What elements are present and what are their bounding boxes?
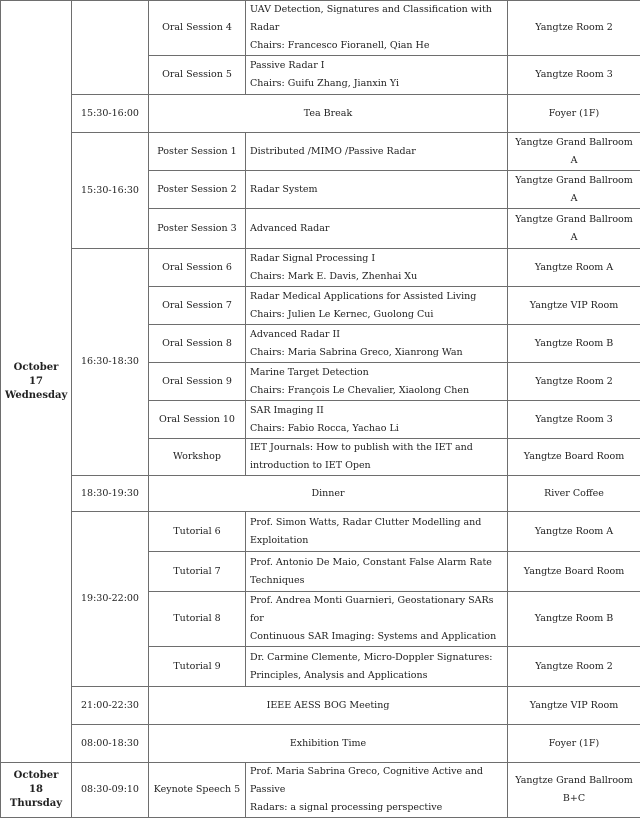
- topic-cell: [246, 647, 508, 687]
- time-cell: 15:30-16:30: [72, 133, 149, 249]
- event-cell: Exhibition Time: [149, 725, 508, 763]
- session-cell: Tutorial 8: [149, 592, 246, 647]
- topic-cell: Advanced Radar: [246, 209, 508, 249]
- room-cell: Yangtze Room 2: [508, 363, 640, 401]
- room-cell: Yangtze VIP Room: [508, 287, 640, 325]
- topic-cell: [246, 763, 508, 818]
- topic-chairs: Techniques: [250, 572, 503, 590]
- topic-cell: Distributed /MIMO /Passive Radar: [246, 133, 508, 171]
- room-cell: Yangtze Room 2: [508, 1, 640, 56]
- room-line: B+C: [512, 790, 636, 808]
- topic-chairs: Chairs: Mark E. Davis, Zhenhai Xu: [250, 268, 503, 286]
- session-cell: Poster Session 3: [149, 209, 246, 249]
- topic-title: Radar Signal Processing I: [250, 250, 503, 268]
- topic-cell: [246, 363, 508, 401]
- room-cell: Yangtze Room 3: [508, 401, 640, 439]
- topic-cell: [246, 1, 508, 56]
- event-cell: Tea Break: [149, 95, 508, 133]
- room-cell: Yangtze VIP Room: [508, 687, 640, 725]
- day-weekday: Thursday: [5, 797, 67, 811]
- topic-title: IET Journals: How to publish with the IET and: [250, 439, 503, 457]
- schedule-row: [1, 763, 640, 818]
- time-cell: 18:30-19:30: [72, 476, 149, 512]
- topic-cell: [246, 287, 508, 325]
- schedule-row: [1, 725, 640, 763]
- day-date: October 17: [5, 361, 67, 389]
- session-cell: Oral Session 4: [149, 1, 246, 56]
- time-cell: 08:00-18:30: [72, 725, 149, 763]
- session-cell: Tutorial 9: [149, 647, 246, 687]
- session-cell: Workshop: [149, 439, 246, 476]
- room-cell: Yangtze Room A: [508, 512, 640, 552]
- time-cell: 16:30-18:30: [72, 249, 149, 476]
- topic-title: Prof. Simon Watts, Radar Clutter Modelling and: [250, 514, 503, 532]
- room-cell: Yangtze Grand Ballroom A: [508, 209, 640, 249]
- session-cell: Oral Session 5: [149, 56, 246, 95]
- topic-chairs: Chairs: Fabio Rocca, Yachao Li: [250, 420, 503, 438]
- topic-chairs: Chairs: Julien Le Kernec, Guolong Cui: [250, 306, 503, 324]
- topic-title: Marine Target Detection: [250, 364, 503, 382]
- topic-cell: Radar System: [246, 171, 508, 209]
- day-date: October 18: [5, 769, 67, 797]
- topic-chairs: Chairs: Maria Sabrina Greco, Xianrong Wan: [250, 344, 503, 362]
- topic-cell: [246, 552, 508, 592]
- room-cell: [508, 763, 640, 818]
- topic-chairs: Exploitation: [250, 532, 503, 550]
- event-cell: Dinner: [149, 476, 508, 512]
- topic-chairs: introduction to IET Open: [250, 457, 503, 475]
- day-cell-thursday: [1, 763, 72, 818]
- topic-title: Dr. Carmine Clemente, Micro-Doppler Signatures:: [250, 649, 503, 667]
- schedule-row: [1, 512, 640, 552]
- schedule-row: [1, 476, 640, 512]
- time-cell: 19:30-22:00: [72, 512, 149, 687]
- session-cell: Oral Session 10: [149, 401, 246, 439]
- time-cell: 08:30-09:10: [72, 763, 149, 818]
- topic-title: Radar Medical Applications for Assisted Living: [250, 288, 503, 306]
- room-cell: Yangtze Room B: [508, 325, 640, 363]
- topic-cell: [246, 592, 508, 647]
- session-cell: Oral Session 6: [149, 249, 246, 287]
- room-cell: Yangtze Room A: [508, 249, 640, 287]
- session-cell: Oral Session 7: [149, 287, 246, 325]
- room-cell: Yangtze Grand Ballroom A: [508, 171, 640, 209]
- topic-title: Prof. Andrea Monti Guarnieri, Geostationary SARs for: [250, 592, 503, 628]
- schedule-row: [1, 133, 640, 171]
- topic-title: Passive Radar I: [250, 57, 503, 75]
- session-cell: Keynote Speech 5: [149, 763, 246, 818]
- room-cell: Foyer (1F): [508, 95, 640, 133]
- topic-chairs: Radars: a signal processing perspective: [250, 799, 503, 817]
- room-cell: Yangtze Grand Ballroom A: [508, 133, 640, 171]
- schedule-row: [1, 1, 640, 56]
- schedule-row: [1, 95, 640, 133]
- session-cell: Poster Session 1: [149, 133, 246, 171]
- room-cell: Yangtze Board Room: [508, 439, 640, 476]
- topic-title: SAR Imaging II: [250, 402, 503, 420]
- room-cell: Yangtze Room 2: [508, 647, 640, 687]
- session-cell: Oral Session 8: [149, 325, 246, 363]
- room-cell: Yangtze Board Room: [508, 552, 640, 592]
- session-cell: Poster Session 2: [149, 171, 246, 209]
- topic-title: Prof. Antonio De Maio, Constant False Alarm Rate: [250, 554, 503, 572]
- event-cell: IEEE AESS BOG Meeting: [149, 687, 508, 725]
- session-cell: Tutorial 7: [149, 552, 246, 592]
- schedule-row: [1, 249, 640, 287]
- topic-cell: [246, 56, 508, 95]
- topic-chairs: Principles, Analysis and Applications: [250, 667, 503, 685]
- time-cell: 21:00-22:30: [72, 687, 149, 725]
- topic-cell: [246, 325, 508, 363]
- room-line: Yangtze Grand Ballroom: [512, 772, 636, 790]
- room-cell: Yangtze Room 3: [508, 56, 640, 95]
- topic-cell: [246, 249, 508, 287]
- topic-title: UAV Detection, Signatures and Classification with Radar: [250, 1, 503, 37]
- topic-chairs: Chairs: Francesco Fioranell, Qian He: [250, 37, 503, 55]
- room-cell: Foyer (1F): [508, 725, 640, 763]
- topic-chairs: Chairs: Guifu Zhang, Jianxin Yi: [250, 75, 503, 93]
- time-cell: 15:30-16:00: [72, 95, 149, 133]
- room-cell: Yangtze Room B: [508, 592, 640, 647]
- day-cell-wednesday: [1, 1, 72, 763]
- room-cell: River Coffee: [508, 476, 640, 512]
- topic-cell: [246, 512, 508, 552]
- schedule-row: [1, 687, 640, 725]
- topic-chairs: Continuous SAR Imaging: Systems and Application: [250, 628, 503, 646]
- topic-title: Advanced Radar II: [250, 326, 503, 344]
- topic-chairs: Chairs: François Le Chevalier, Xiaolong Chen: [250, 382, 503, 400]
- day-weekday: Wednesday: [5, 389, 67, 403]
- session-cell: Tutorial 6: [149, 512, 246, 552]
- topic-cell: [246, 401, 508, 439]
- topic-cell: [246, 439, 508, 476]
- session-cell: Oral Session 9: [149, 363, 246, 401]
- time-cell: [72, 1, 149, 95]
- topic-title: Prof. Maria Sabrina Greco, Cognitive Active and Passive: [250, 763, 503, 799]
